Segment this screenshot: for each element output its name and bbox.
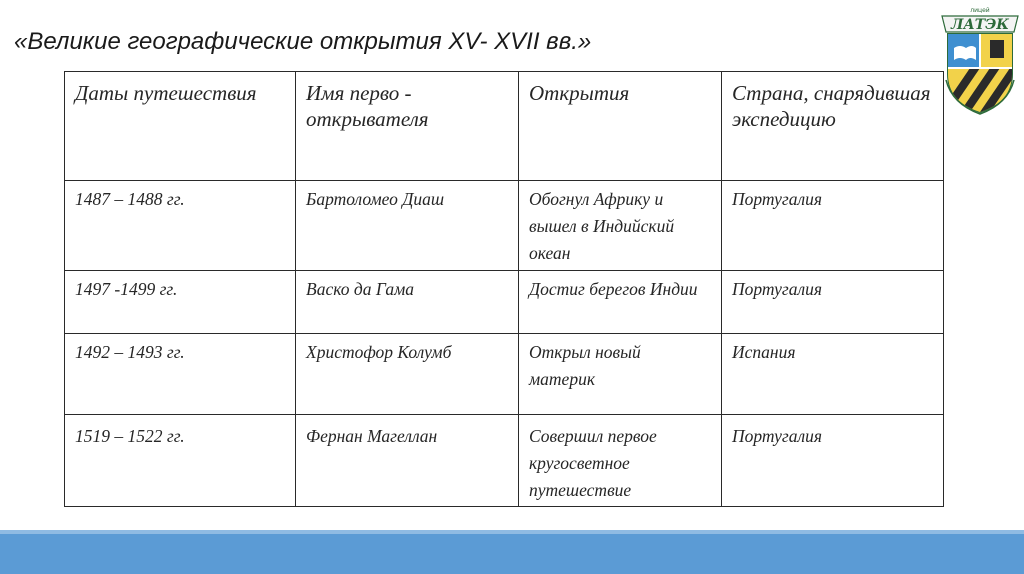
- table-row: [65, 181, 944, 271]
- slide-title: «Великие географические открытия XV- XVII вв.»: [14, 28, 592, 55]
- cell-dates: 1519 – 1522 гг.: [65, 415, 296, 507]
- cell-discoverer: Фернан Магеллан: [296, 415, 519, 507]
- table-row: [65, 415, 944, 507]
- logo-banner-text: ЛАТЭК: [950, 17, 1010, 33]
- cell-discoverer: Васко да Гама: [296, 271, 519, 334]
- table-header-row: [65, 72, 944, 181]
- header-dates: Даты путешествия: [65, 72, 296, 181]
- cell-discoverer: Бартоломео Диаш: [296, 181, 519, 271]
- logo-top-text: лицей: [970, 7, 990, 14]
- cell-discovery: Открыл новый материк: [519, 334, 722, 415]
- cell-dates: 1497 -1499 гг.: [65, 271, 296, 334]
- header-country: Страна, снарядившая экспедицию: [722, 72, 944, 181]
- cell-discoverer: Христофор Колумб: [296, 334, 519, 415]
- discoveries-table: [64, 71, 944, 507]
- lyceum-logo: [940, 4, 1020, 116]
- header-discoverer: Имя перво - открывателя: [296, 72, 519, 181]
- cell-discovery: Совершил первое кругосветное путешествие: [519, 415, 722, 507]
- cell-discovery: Обогнул Африку и вышел в Индийский океан: [519, 181, 722, 271]
- cell-dates: 1492 – 1493 гг.: [65, 334, 296, 415]
- table-row: [65, 334, 944, 415]
- table-row: [65, 271, 944, 334]
- cell-country: Португалия: [722, 271, 944, 334]
- cell-country: Португалия: [722, 181, 944, 271]
- cell-discovery: Достиг берегов Индии: [519, 271, 722, 334]
- cell-dates: 1487 – 1488 гг.: [65, 181, 296, 271]
- footer-band: [0, 534, 1024, 574]
- cell-country: Испания: [722, 334, 944, 415]
- cell-country: Португалия: [722, 415, 944, 507]
- discoveries-table-wrapper: [64, 71, 943, 507]
- header-discoveries: Открытия: [519, 72, 722, 181]
